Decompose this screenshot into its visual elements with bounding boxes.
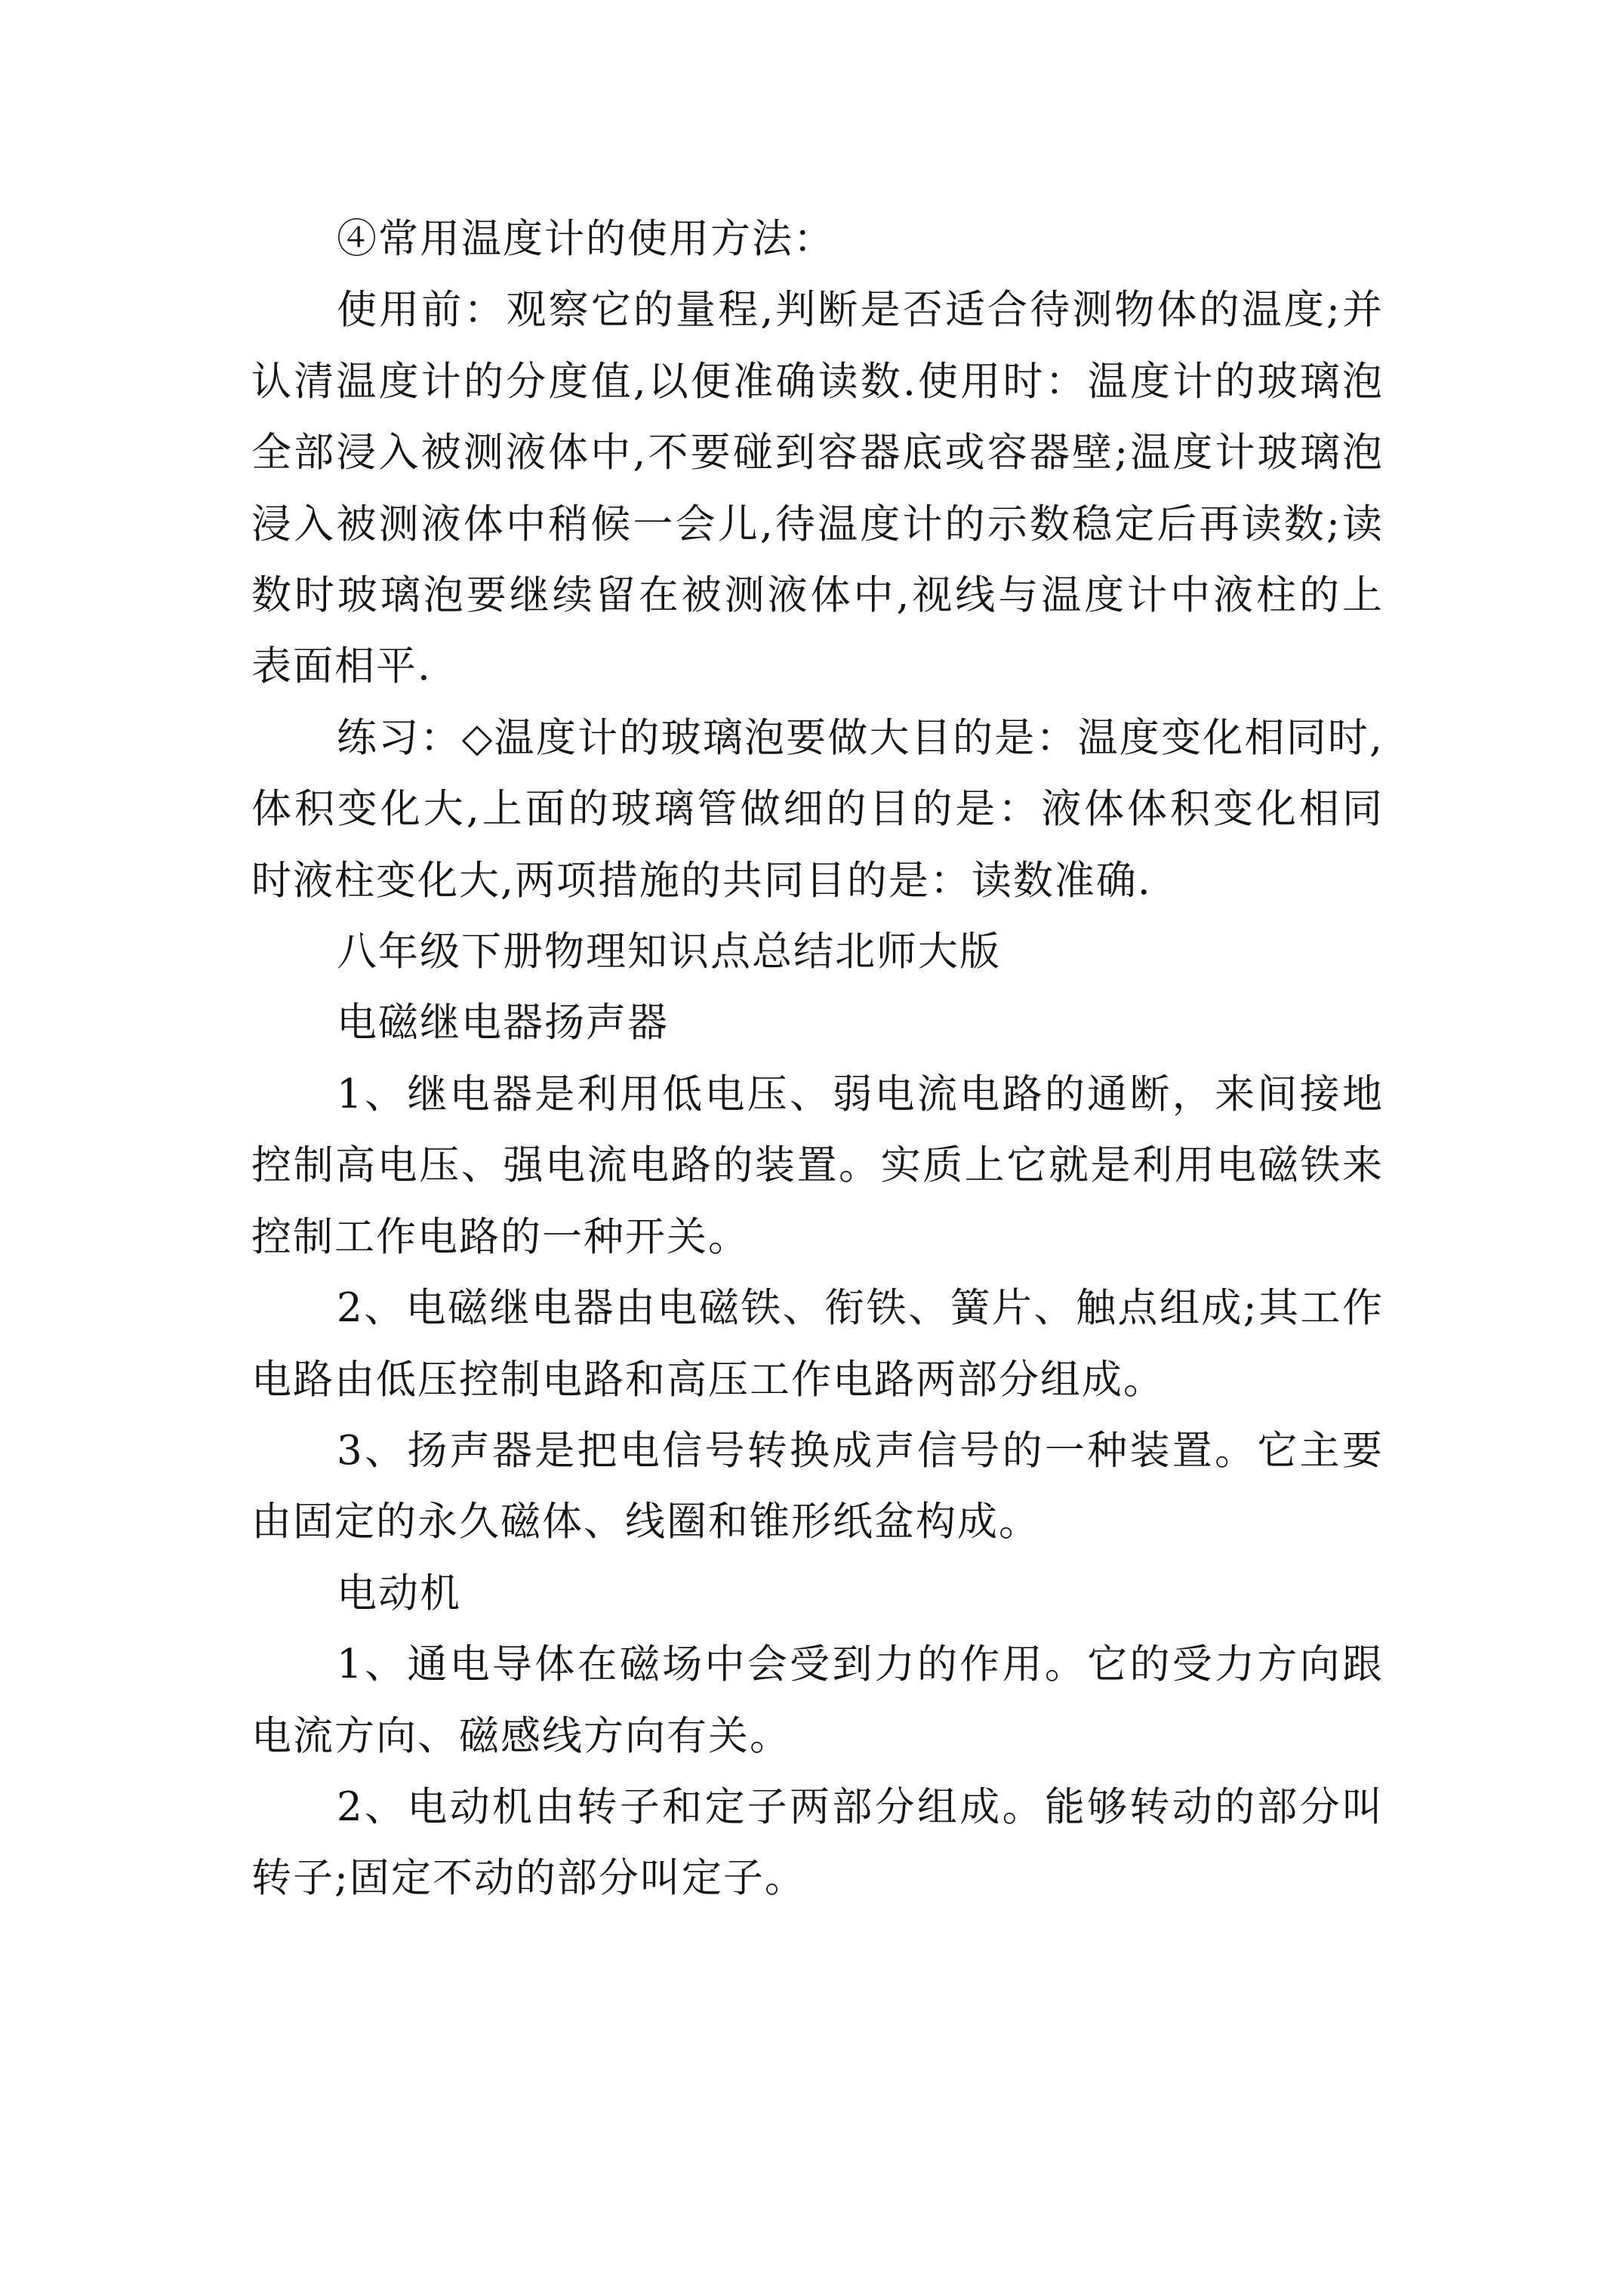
paragraph-motor-1: 1、通电导体在磁场中会受到力的作用。它的受力方向跟电流方向、磁感线方向有关。: [251, 1641, 1384, 1759]
paragraph-relay-2: 2、电磁继电器由电磁铁、衔铁、簧片、触点组成;其工作电路由低压控制电路和高压工作电路两部分组成。: [251, 1285, 1384, 1403]
paragraph-speaker-3: 3、扬声器是把电信号转换成声信号的一种装置。它主要由固定的永久磁体、线圈和锥形纸盆构成。: [251, 1427, 1384, 1546]
subsection-motor: 电动机: [337, 1570, 461, 1616]
subsection-relay-speaker: 电磁继电器扬声器: [337, 1000, 669, 1046]
paragraph-thermometer-usage-heading: ④常用温度计的使用方法：: [337, 216, 835, 262]
section-title: 八年级下册物理知识点总结北师大版: [337, 929, 1001, 975]
paragraph-relay-1: 1、继电器是利用低电压、弱电流电路的通断，来间接地控制高电压、强电流电路的装置。实质上它就是利用电磁铁来控制工作电路的一种开关。: [251, 1071, 1384, 1260]
paragraph-thermometer-usage-steps: 使用前：观察它的量程,判断是否适合待测物体的温度;并认清温度计的分度值,以便准确读数.使用时：温度计的玻璃泡全部浸入被测液体中,不要碰到容器底或容器壁;温度计玻璃泡浸入被测液体中稍候一会儿,待温度计的示数稳定后再读数;读数时玻璃泡要继续留在被测液体中,视线与温度计中液柱的上表面相平.: [251, 287, 1384, 690]
paragraph-motor-2: 2、电动机由转子和定子两部分组成。能够转动的部分叫转子;固定不动的部分叫定子。: [251, 1783, 1384, 1902]
document-body: [251, 204, 1384, 1915]
paragraph-practice: 练习：◇温度计的玻璃泡要做大目的是：温度变化相同时,体积变化大,上面的玻璃管做细的目的是：液体体积变化相同时液柱变化大,两项措施的共同目的是：读数准确.: [251, 714, 1384, 904]
